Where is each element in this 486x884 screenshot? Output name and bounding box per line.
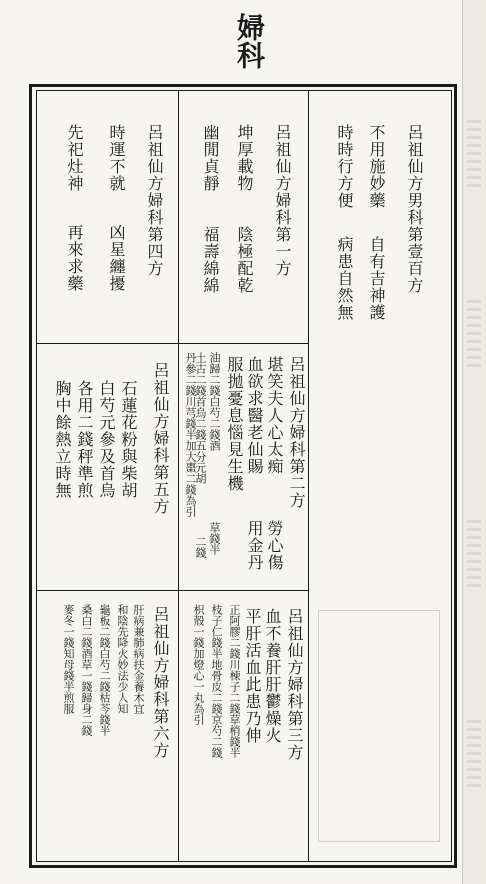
- prescription-line: 枳殼一錢加燈心一丸為引: [192, 604, 205, 725]
- page-title: 婦科: [233, 13, 266, 69]
- verse-line: 自有吉神護: [367, 236, 386, 321]
- divider-vertical: [178, 343, 179, 862]
- slip-title: 呂祖仙方男科第壹百方: [405, 124, 424, 294]
- divider-horizontal: [36, 343, 308, 344]
- prescription-line: 麥冬一錢知母錢半煎服: [62, 604, 75, 714]
- prescription-line: 正阿膠二錢川棟子二錢草梢錢半: [228, 604, 241, 758]
- bleed-through-mark: [467, 520, 481, 590]
- prescription-line: 勞心傷: [265, 520, 284, 571]
- verse-line: 不用施妙藥: [367, 124, 386, 209]
- faded-stamp-area: [318, 610, 440, 842]
- prescription-line: 丹參二錢川芎錢半加大棗二錢為引: [184, 352, 197, 517]
- verse-line: 時時行方便: [335, 124, 354, 209]
- prescription-line: 平肝活血此患乃伸: [243, 608, 262, 744]
- prescription-line: 油歸二錢白芍二錢酒: [208, 352, 221, 451]
- prescription-line: 枝子仁錢半地骨皮二錢京芍二錢: [210, 604, 223, 758]
- verse-line: 胸中餘熱立時無: [53, 380, 72, 499]
- prescription-line: 血欲求醫老仙賜: [245, 356, 264, 475]
- slip-title: 呂祖仙方婦科第五方: [151, 362, 170, 515]
- slip-title: 呂祖仙方婦科第二方: [287, 356, 306, 509]
- verse-line: 福壽綿綿: [201, 226, 220, 294]
- verse-line: 白芍元參及首烏: [97, 380, 116, 499]
- verse-line: 時運不就: [107, 124, 126, 192]
- bleed-through-mark: [467, 120, 481, 190]
- adjacent-page-edge: [462, 0, 486, 884]
- verse-line: 石蓮花粉與柴胡: [119, 380, 138, 499]
- prescription-line: 堪笑夫人心太痴: [265, 356, 284, 475]
- prescription-line: 土古二錢首烏二錢五分元胡: [194, 352, 207, 484]
- divider-horizontal: [178, 590, 308, 591]
- slip-title: 呂祖仙方婦科第三方: [285, 608, 304, 761]
- verse-line: 各用二錢秤準煎: [75, 380, 94, 499]
- prescription-line: 血不養肝肝鬱燥火: [263, 608, 282, 744]
- bleed-through-mark: [467, 300, 481, 370]
- slip-title: 呂祖仙方婦科第六方: [151, 606, 170, 759]
- slip-title: 呂祖仙方婦科第四方: [145, 124, 164, 277]
- divider-horizontal: [36, 590, 178, 591]
- prescription-line: 草錢半: [208, 522, 221, 555]
- bleed-through-mark: [467, 720, 481, 790]
- prescription-line: 二錢: [194, 536, 207, 558]
- verse-line: 病患自然無: [335, 236, 354, 321]
- prescription-line: 用金丹: [245, 520, 264, 571]
- prescription-line: 桑白二錢酒草一錢歸身二錢: [80, 604, 93, 736]
- verse-line: 幽閒貞靜: [201, 124, 220, 192]
- verse-line: 再來求藥: [65, 224, 84, 292]
- prescription-line: 肝病兼肺病扶金養木宜: [132, 604, 145, 714]
- verse-line: 陰極配乾: [235, 226, 254, 294]
- prescription-line: 和陰先降火妙法少人知: [116, 604, 129, 714]
- verse-line: 坤厚載物: [235, 124, 254, 192]
- verse-line: 凶星纏擾: [107, 224, 126, 292]
- divider-vertical: [308, 90, 309, 862]
- divider-vertical: [178, 90, 179, 343]
- slip-title: 呂祖仙方婦科第一方: [273, 124, 292, 277]
- prescription-line: 服拋憂息惱見生機: [225, 356, 244, 492]
- prescription-line: 龜板二錢白芍二錢枯芩錢半: [98, 604, 111, 736]
- verse-line: 先祀灶神: [65, 124, 84, 192]
